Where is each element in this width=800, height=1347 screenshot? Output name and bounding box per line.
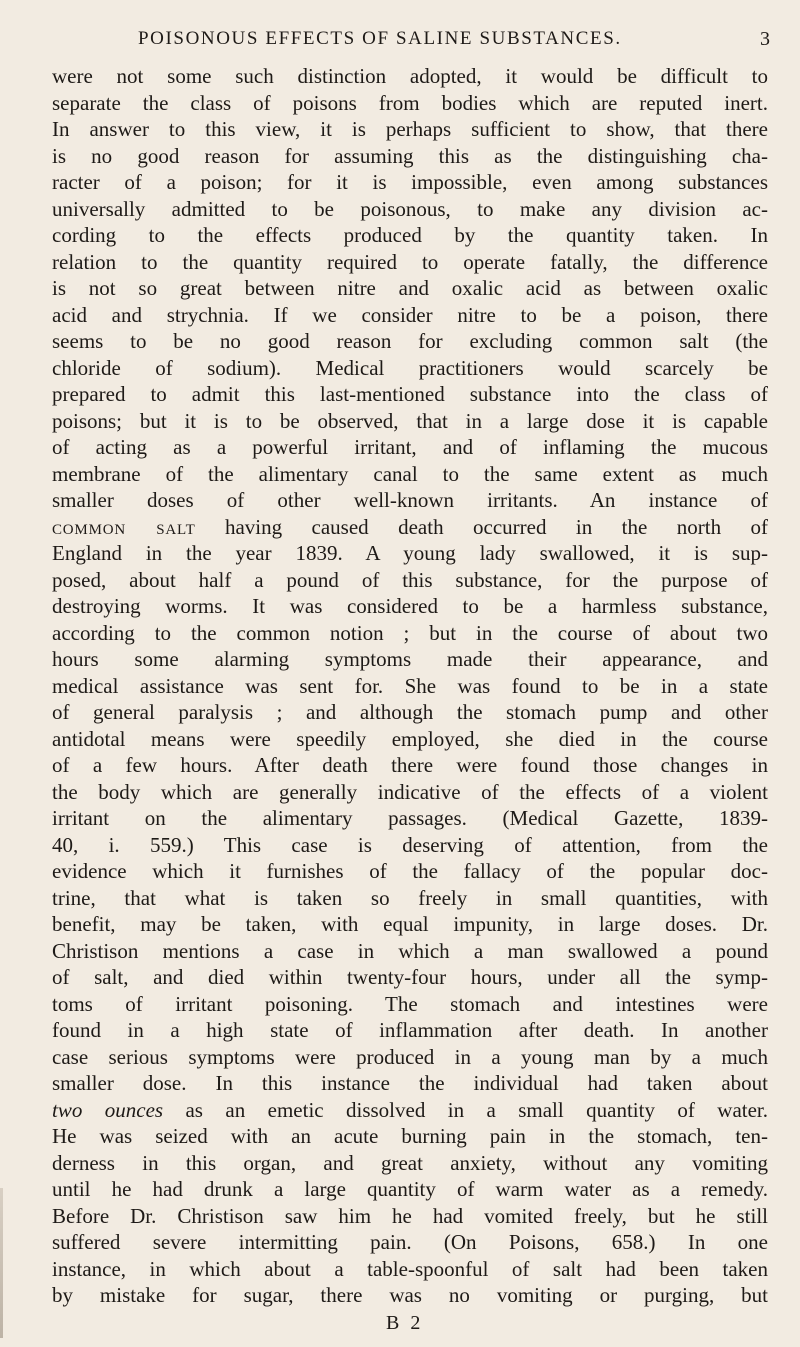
text-line: Christison mentions a case in which a man swallowed a pound — [52, 938, 768, 963]
text-line: prepared to admit this last-mentioned substance into the class of — [52, 382, 768, 406]
italic-term: two ounces — [52, 1097, 164, 1122]
text-line: cording to the effects produced by the quantity taken. In — [52, 223, 768, 247]
text-line: England in the year 1839. A young lady swallowed, it is sup- — [52, 541, 768, 565]
text-line: He was seized with an acute burning pain in the stomach, ten- — [52, 1124, 768, 1148]
text-line: found in a high state of inflammation after death. In another — [52, 1018, 768, 1042]
text-line: irritant on the alimentary passages. (Medical Gazette, 1839- — [52, 806, 768, 830]
text-line: separate the class of poisons from bodies which are reputed inert. — [52, 90, 768, 115]
text-line: suffered severe intermitting pain. (On Poisons, 658.) In one — [52, 1230, 768, 1254]
text-line: of a few hours. After death there were found those changes in — [52, 753, 768, 777]
text-line: 40, i. 559.) This case is deserving of attention, from the — [52, 832, 768, 857]
text-line: racter of a poison; for it is impossible, even among substances — [52, 170, 768, 194]
text-line: toms of irritant poisoning. The stomach and intestines were — [52, 991, 768, 1016]
text-line: of general paralysis ; and although the stomach pump and other — [52, 700, 768, 724]
text-line: seems to be no good reason for excluding common salt (the — [52, 329, 768, 353]
text-line: In answer to this view, it is perhaps sufficient to show, that there — [52, 117, 768, 141]
text-line: the body which are generally indicative of the effects of a violent — [52, 779, 768, 804]
text-line: benefit, may be taken, with equal impunity, in large doses. Dr. — [52, 912, 768, 936]
text-line: of acting as a powerful irritant, and of inflaming the mucous — [52, 435, 768, 459]
text-line: chloride of sodium). Medical practitioners would scarcely be — [52, 355, 768, 380]
text-line: trine, that what is taken so freely in small quantities, with — [52, 885, 768, 910]
text-line: smaller doses of other well-known irritants. An instance of — [52, 488, 768, 512]
text-line: is not so great between nitre and oxalic acid as between oxalic — [52, 276, 768, 300]
text-line: Before Dr. Christison saw him he had vomited freely, but he still — [52, 1203, 768, 1228]
text-line: hours some alarming symptoms made their appearance, and — [52, 647, 768, 671]
text-line: relation to the quantity required to operate fatally, the difference — [52, 249, 768, 274]
page-number: 3 — [760, 28, 770, 50]
running-title: POISONOUS EFFECTS OF SALINE SUBSTANCES. — [138, 28, 622, 49]
text-line: medical assistance was sent for. She was found to be in a state — [52, 673, 768, 698]
running-head — [138, 28, 770, 58]
text-line: destroying worms. It was considered to be a harmless substance, — [52, 594, 768, 618]
text-line: derness in this organ, and great anxiety, without any vomiting — [52, 1150, 768, 1175]
text-line: by mistake for sugar, there was no vomiting or purging, but — [52, 1283, 768, 1307]
text-line: acid and strychnia. If we consider nitre to be a poison, there — [52, 302, 768, 327]
signature-mark: B 2 — [386, 1312, 424, 1334]
text-line: until he had drunk a large quantity of warm water as a remedy. — [52, 1177, 768, 1201]
small-caps-term: common salt — [52, 514, 196, 539]
text-line: of salt, and died within twenty-four hours, under all the symp- — [52, 965, 768, 989]
text-line: smaller dose. In this instance the individual had taken about — [52, 1071, 768, 1095]
text-line: is no good reason for assuming this as the distinguishing cha- — [52, 143, 768, 168]
body-text — [52, 63, 768, 1309]
text-line: according to the common notion ; but in the course of about two — [52, 620, 768, 645]
text-line: evidence which it furnishes of the fallacy of the popular doc- — [52, 859, 768, 883]
text-line: universally admitted to be poisonous, to make any division ac- — [52, 196, 768, 221]
text-line: antidotal means were speedily employed, she died in the course — [52, 726, 768, 751]
page-edge-shadow — [0, 1188, 3, 1338]
text-line: instance, in which about a table-spoonful of salt had been taken — [52, 1256, 768, 1281]
text-line: case serious symptoms were produced in a young man by a much — [52, 1044, 768, 1069]
text-line-common-salt — [52, 514, 768, 541]
text-line: posed, about half a pound of this substance, for the purpose of — [52, 567, 768, 592]
text-fragment: having caused death occurred in the north of — [195, 514, 768, 539]
text-line: membrane of the alimentary canal to the same extent as much — [52, 461, 768, 486]
text-line-two-ounces — [52, 1097, 768, 1124]
text-line: were not some such distinction adopted, it would be difficult to — [52, 64, 768, 88]
text-fragment: as an emetic dissolved in a small quantity of water. — [163, 1097, 768, 1122]
text-line: poisons; but it is to be observed, that in a large dose it is capable — [52, 408, 768, 433]
